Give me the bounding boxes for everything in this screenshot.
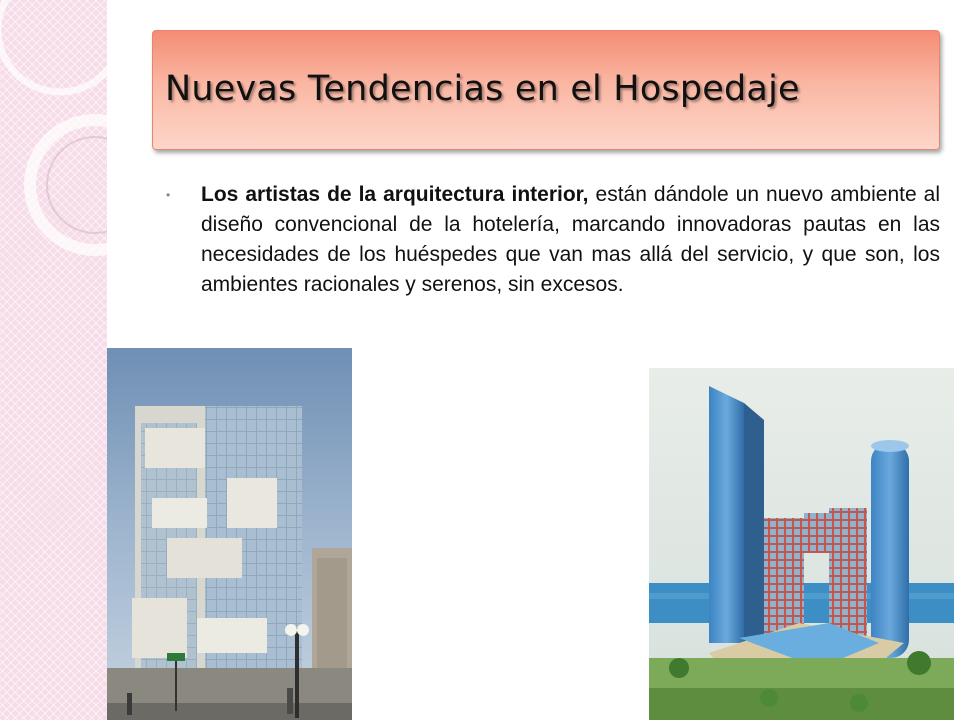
bullet-bold-text: Los artistas de la arquitectura interior, <box>201 183 589 206</box>
bullet-list <box>166 180 940 300</box>
bullet-icon: • <box>166 188 171 202</box>
title-box <box>152 30 940 150</box>
bullet-body-text: están dándole un nuevo ambiente al diseño convencional de la hotelería, marcando innovadoras pautas en las necesidades de los huéspedes que van mas allá del servicio, y que son, los ambientes racionales y serenos, sin excesos. <box>201 183 941 296</box>
bullet-paragraph <box>201 180 940 300</box>
modern-building-photo <box>107 348 352 720</box>
decorative-sidebar <box>0 0 107 720</box>
decorative-rings-icon <box>0 0 107 720</box>
hotel-towers-rendering <box>649 368 954 720</box>
slide-title: Nuevas Tendencias en el Hospedaje <box>165 69 800 109</box>
